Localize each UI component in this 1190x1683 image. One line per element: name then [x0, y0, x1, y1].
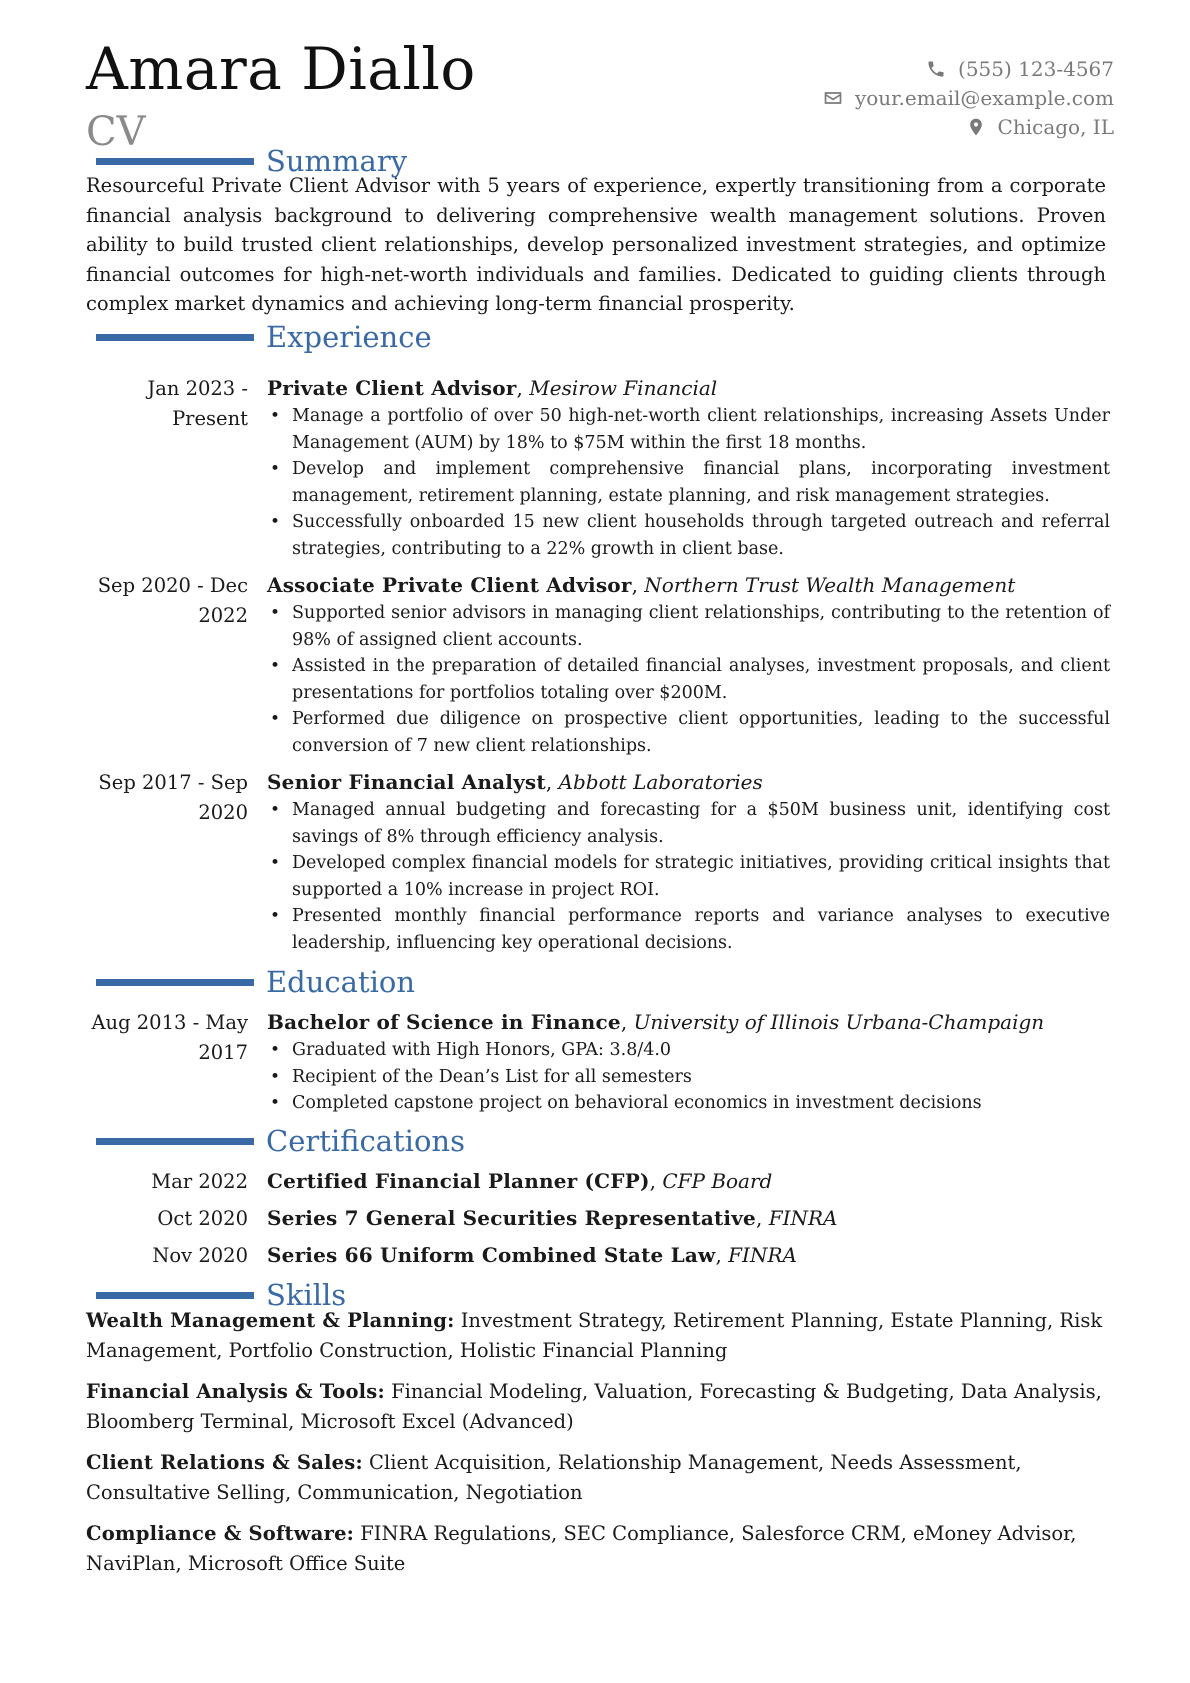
- section-title: Education: [266, 965, 416, 999]
- organization: Abbott Laboratories: [558, 770, 763, 794]
- entry-date: Nov 2020: [152, 1244, 248, 1267]
- entry-date: Oct 2020: [157, 1207, 248, 1230]
- contact-block: [823, 54, 1114, 141]
- entry-date: Sep 2017 - Sep 2020: [98, 771, 248, 824]
- skill-group: [86, 1377, 1110, 1436]
- phone-text[interactable]: (555) 123-4567: [958, 56, 1114, 81]
- section-title: Certifications: [266, 1124, 465, 1158]
- issuer: CFP Board: [662, 1169, 773, 1193]
- contact-phone: [823, 54, 1114, 83]
- issuer: FINRA: [728, 1243, 797, 1267]
- entry-heading: Bachelor of Science in Finance, University of Illinois Urbana-Champaign: [267, 1010, 1045, 1034]
- certification-name: Series 7 General Securities Representative: [267, 1206, 756, 1230]
- role-title: Private Client Advisor: [267, 376, 517, 400]
- entry-heading: Certified Financial Planner (CFP), CFP Board: [267, 1169, 773, 1193]
- bullet-item: • Completed capstone project on behavioral economics in investment decisions: [267, 1090, 1110, 1117]
- section-title: Skills: [266, 1278, 347, 1312]
- role-title: Senior Financial Analyst: [267, 770, 546, 794]
- bullet-item: • Developed complex financial models for strategic initiatives, providing critical insights that supported a 10% increase in project ROI.: [267, 850, 1110, 903]
- entry-date: Aug 2013 - May 2017: [91, 1011, 248, 1064]
- skill-list: Investment Strategy, Retirement Planning, Estate Planning, Risk Management, Portfolio Construction, Holistic Financial Planning: [86, 1309, 1103, 1362]
- bullet-item: • Successfully onboarded 15 new client households through targeted outreach and referral strategies, contributing to a 22% growth in client base.: [267, 509, 1110, 562]
- bullet-item: • Recipient of the Dean’s List for all semesters: [267, 1064, 1110, 1091]
- map-pin-icon: [966, 117, 986, 137]
- skill-list: Client Acquisition, Relationship Management, Needs Assessment, Consultative Selling, Communication, Negotiation: [86, 1451, 1022, 1504]
- summary-text: Resourceful Private Client Advisor with 5 years of experience, expertly transitioning from a corporate financial analysis background to delivering comprehensive wealth management solutions. Proven ability to build trusted client relationships, develop personalized investment strategies, and optimize financial outcomes for high-net-worth individuals and families. Dedicated to guiding clients through complex market dynamics and achieving long-term financial prosperity.: [86, 174, 1106, 315]
- contact-location: [823, 112, 1114, 141]
- section-title: Experience: [266, 320, 432, 354]
- bullet-item: • Assisted in the preparation of detailed financial analyses, investment proposals, and client presentations for portfolios totaling over $200M.: [267, 653, 1110, 706]
- skill-list: Financial Modeling, Valuation, Forecasting & Budgeting, Data Analysis, Bloomberg Terminal, Microsoft Excel (Advanced): [86, 1380, 1102, 1433]
- skill-category: Financial Analysis & Tools:: [86, 1380, 385, 1403]
- section-accent-bar: [96, 334, 254, 341]
- entry-date: Mar 2022: [151, 1170, 248, 1193]
- bullet-list: [267, 600, 1110, 759]
- degree-title: Bachelor of Science in Finance: [267, 1010, 621, 1034]
- bullet-item: • Managed annual budgeting and forecasting for a $50M business unit, identifying cost savings of 8% through efficiency analysis.: [267, 797, 1110, 850]
- skill-group: [86, 1306, 1110, 1365]
- skill-category: Compliance & Software:: [86, 1522, 355, 1545]
- bullet-item: • Supported senior advisors in managing client relationships, contributing to the retention of 98% of assigned client accounts.: [267, 600, 1110, 653]
- organization: Northern Trust Wealth Management: [644, 573, 1016, 597]
- entry-heading: Associate Private Client Advisor, Northern Trust Wealth Management: [267, 573, 1016, 597]
- bullet-item: • Performed due diligence on prospective client opportunities, leading to the successful conversion of 7 new client relationships.: [267, 706, 1110, 759]
- location-text: Chicago, IL: [997, 114, 1114, 139]
- entry-date: Jan 2023 - Present: [147, 377, 248, 430]
- role-title: Associate Private Client Advisor: [267, 573, 632, 597]
- issuer: FINRA: [768, 1206, 838, 1230]
- skill-category: Client Relations & Sales:: [86, 1451, 363, 1474]
- contact-email: [823, 83, 1114, 112]
- entry-heading: Private Client Advisor, Mesirow Financial: [267, 376, 718, 400]
- candidate-name: Amara Diallo: [86, 35, 476, 103]
- skill-category: Wealth Management & Planning:: [86, 1309, 455, 1332]
- section-title: Summary: [266, 144, 408, 178]
- bullet-item: • Presented monthly financial performance reports and variance analyses to executive leadership, influencing key operational decisions.: [267, 903, 1110, 956]
- skill-group: [86, 1519, 1110, 1578]
- entry-heading: Series 7 General Securities Representative, FINRA: [267, 1206, 838, 1230]
- envelope-icon: [823, 88, 843, 108]
- section-accent-bar: [96, 158, 254, 165]
- certification-name: Certified Financial Planner (CFP): [267, 1169, 650, 1193]
- bullet-item: • Graduated with High Honors, GPA: 3.8/4.0: [267, 1037, 1110, 1064]
- section-accent-bar: [96, 979, 254, 986]
- bullet-list: [267, 1037, 1110, 1117]
- certification-name: Series 66 Uniform Combined State Law: [267, 1243, 716, 1267]
- bullet-item: • Manage a portfolio of over 50 high-net-worth client relationships, increasing Assets Under Management (AUM) by 18% to $75M within the first 18 months.: [267, 403, 1110, 456]
- entry-heading: Series 66 Uniform Combined State Law, FINRA: [267, 1243, 797, 1267]
- entry-heading: Senior Financial Analyst, Abbott Laboratories: [267, 770, 763, 794]
- bullet-item: • Develop and implement comprehensive financial plans, incorporating investment management, retirement planning, estate planning, and risk management strategies.: [267, 456, 1110, 509]
- skill-group: [86, 1448, 1110, 1507]
- bullet-list: [267, 797, 1110, 956]
- section-accent-bar: [96, 1292, 254, 1299]
- document-subtitle: CV: [86, 109, 146, 155]
- section-accent-bar: [96, 1138, 254, 1145]
- entry-date: Sep 2020 - Dec 2022: [97, 574, 248, 627]
- phone-icon: [926, 59, 946, 79]
- school-name: University of Illinois Urbana-Champaign: [633, 1010, 1045, 1034]
- skill-list: FINRA Regulations, SEC Compliance, Salesforce CRM, eMoney Advisor, NaviPlan, Microsoft Office Suite: [86, 1522, 1077, 1575]
- bullet-list: [267, 403, 1110, 562]
- organization: Mesirow Financial: [529, 376, 718, 400]
- email-text[interactable]: your.email@example.com: [854, 85, 1114, 110]
